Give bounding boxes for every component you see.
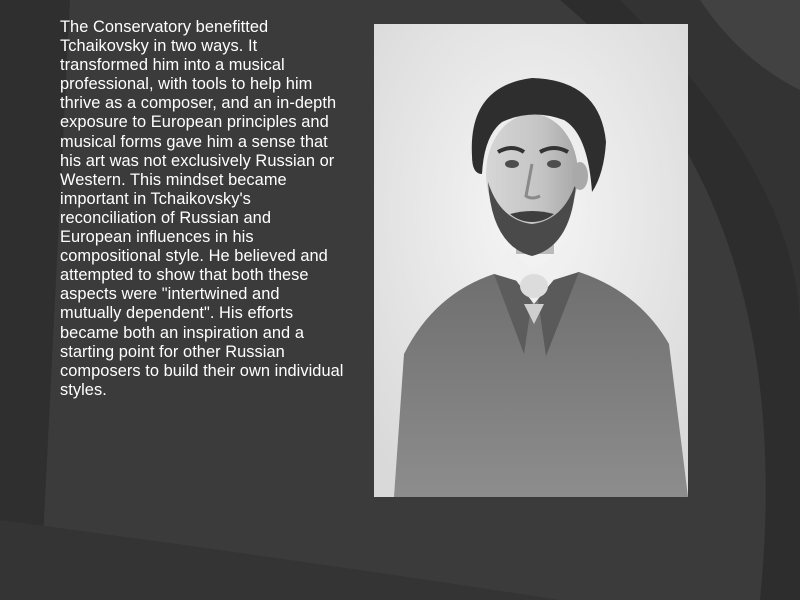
- body-paragraph: The Conservatory benefitted Tchaikovsky in two ways. It transformed him into a musical professional, with tools to help him thrive as a composer, and an in-depth exposure to European principles and musical forms gave him a sense that his art was not exclusively Russian or Western. This mindset became important in Tchaikovsky's reconciliation of Russian and European influences in his compositional style. He believed and attempted to show that both these aspects were "intertwined and mutually dependent". His efforts became both an inspiration and a starting point for other Russian composers to build their own individual styles.: [60, 18, 344, 399]
- portrait-photo: [374, 24, 688, 497]
- portrait-icon: [374, 24, 688, 497]
